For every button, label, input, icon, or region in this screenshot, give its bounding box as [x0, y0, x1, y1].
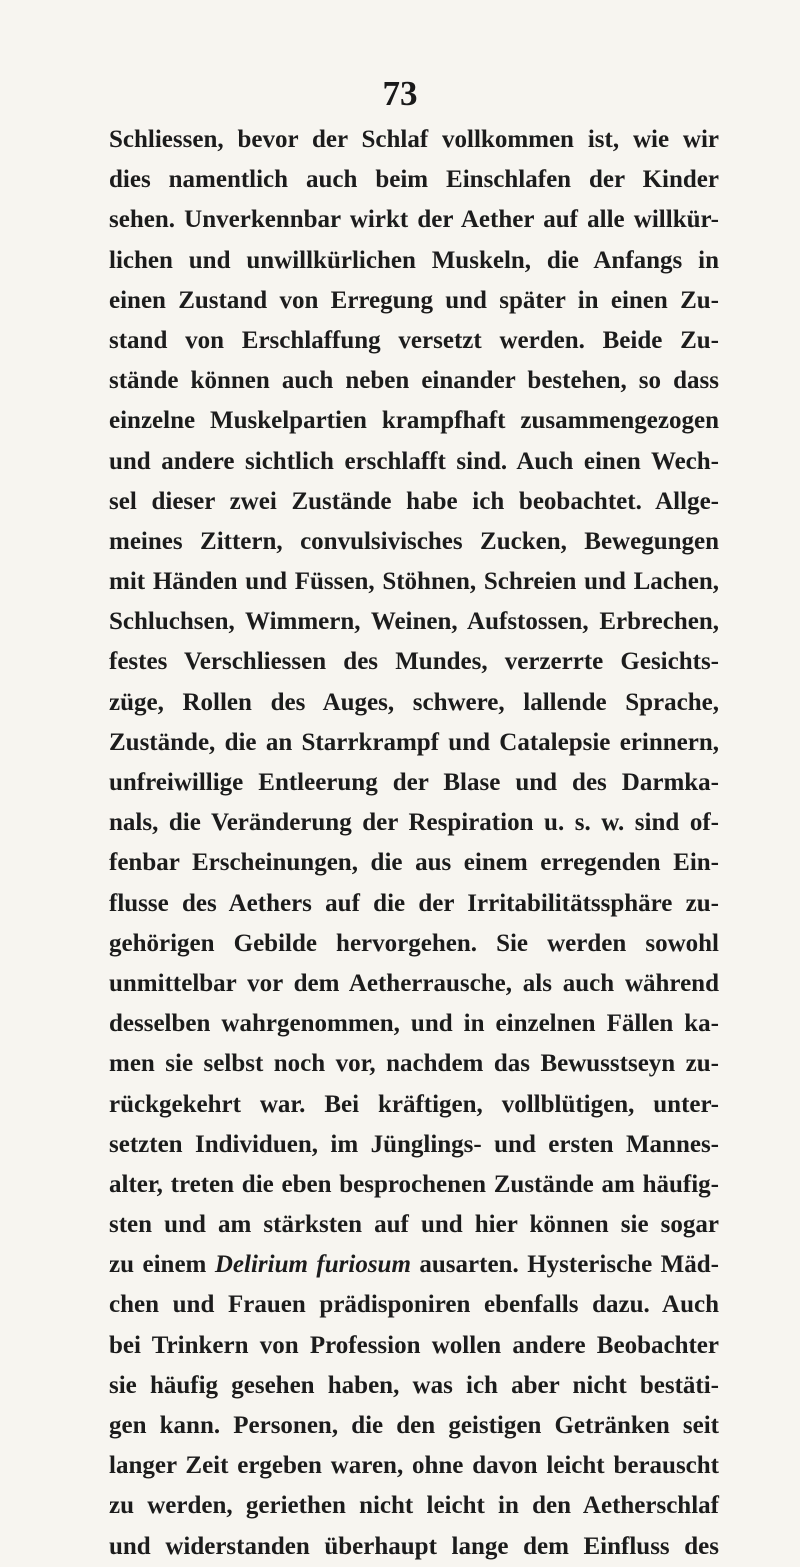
text-line: und widerstanden überhaupt lange dem Einfluss des: [109, 1532, 719, 1560]
text-line: gen kann. Personen, die den geistigen Getränken seit: [109, 1412, 719, 1439]
text-fragment: ausarten.: [410, 1251, 528, 1279]
text-fragment: Hysterische Mäd-: [527, 1251, 719, 1279]
text-line: dies namentlich auch beim Einschlafen der Kinder: [109, 166, 719, 194]
italic-term: Delirium furiosum: [214, 1251, 411, 1279]
text-fragment: zu einem: [109, 1251, 215, 1279]
text-line: mit Händen und Füssen, Stöhnen, Schreien und Lachen,: [109, 568, 719, 596]
text-line: züge, Rollen des Auges, schwere, lallende Sprache,: [109, 688, 719, 716]
text-line: Zustände, die an Starrkrampf und Catalepsie erinnern,: [109, 728, 719, 756]
text-line: und andere sichtlich erschlafft sind. Auch einen Wech-: [109, 447, 719, 475]
text-line: zu werden, geriethen nicht leicht in den Aetherschlaf: [109, 1492, 719, 1520]
text-line: langer Zeit ergeben waren, ohne davon leicht berauscht: [109, 1452, 719, 1480]
text-line: sten und am stärksten auf und hier können sie sogar: [109, 1211, 719, 1239]
text-line: fenbar Erscheinungen, die aus einem erregenden Ein-: [109, 849, 719, 877]
text-line: stand von Erschlaffung versetzt werden. Beide Zu-: [109, 326, 719, 354]
text-line: gehörigen Gebilde hervorgehen. Sie werden sowohl: [109, 929, 719, 957]
text-line: einen Zustand von Erregung und später in einen Zu-: [109, 286, 719, 314]
body-text: [109, 120, 719, 1567]
text-line: alter, treten die eben besprochenen Zustände am häufig-: [109, 1170, 719, 1198]
text-line: einzelne Muskelpartien krampfhaft zusammengezogen: [109, 407, 719, 435]
text-line-with-italic: [109, 1245, 719, 1285]
text-line: festes Verschliessen des Mundes, verzerrte Gesichts-: [109, 648, 719, 676]
text-line: nals, die Veränderung der Respiration u. s. w. sind of-: [109, 809, 719, 837]
text-line: lichen und unwillkürlichen Muskeln, die Anfangs in: [109, 246, 719, 274]
text-line: setzten Individuen, im Jünglings- und ersten Mannes-: [109, 1130, 719, 1158]
text-line: chen und Frauen prädisponiren ebenfalls dazu. Auch: [109, 1291, 719, 1319]
page-number: 73: [382, 74, 418, 113]
text-line: rückgekehrt war. Bei kräftigen, vollblütigen, unter-: [109, 1090, 719, 1118]
text-line: unmittelbar vor dem Aetherrausche, als auch während: [109, 969, 719, 997]
text-line: sehen. Unverkennbar wirkt der Aether auf alle willkür-: [109, 206, 719, 234]
text-line: desselben wahrgenommen, und in einzelnen Fällen ka-: [109, 1010, 719, 1038]
text-line: unfreiwillige Entleerung der Blase und des Darmka-: [109, 769, 719, 796]
text-line: Schliessen, bevor der Schlaf vollkommen ist, wie wir: [109, 126, 719, 153]
text-line: sel dieser zwei Zustände habe ich beobachtet. Allge-: [109, 487, 719, 515]
text-line: bei Trinkern von Profession wollen andere Beobachter: [109, 1331, 719, 1359]
text-line: flusse des Aethers auf die der Irritabilitätssphäre zu-: [109, 889, 719, 917]
text-line: Schluchsen, Wimmern, Weinen, Aufstossen, Erbrechen,: [109, 608, 719, 636]
text-line: meines Zittern, convulsivisches Zucken, Bewegungen: [109, 527, 719, 555]
text-line: stände können auch neben einander bestehen, so dass: [109, 367, 719, 395]
text-line: sie häufig gesehen haben, was ich aber nicht bestäti-: [109, 1371, 719, 1399]
text-line: men sie selbst noch vor, nachdem das Bewusstseyn zu-: [109, 1050, 719, 1078]
